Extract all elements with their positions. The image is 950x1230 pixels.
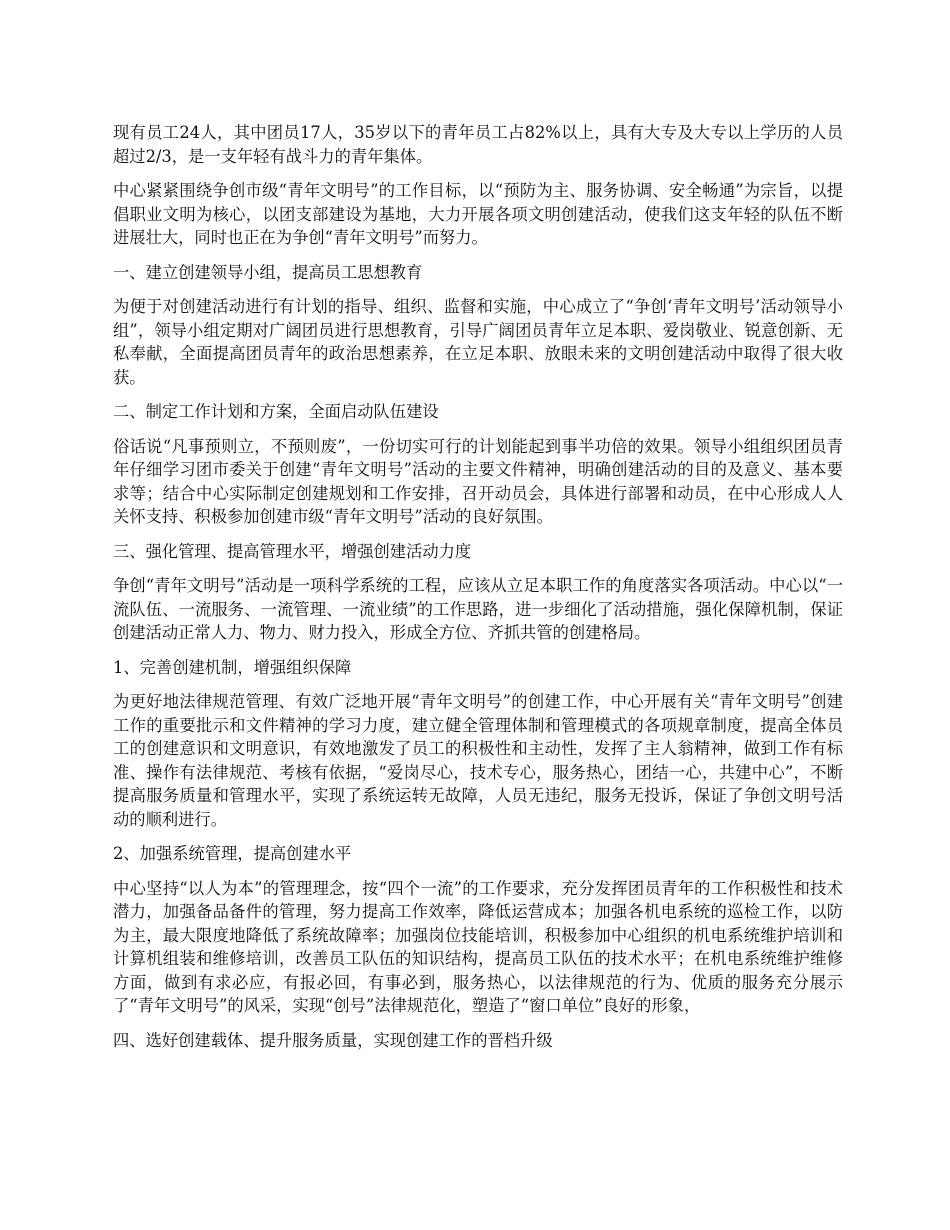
section-heading-4: 四、选好创建载体、提升服务质量，实现创建工作的晋档升级	[113, 1030, 553, 1050]
paragraph-subsection-3-2: 中心坚持“以人为本”的管理理念，按“四个一流”的工作要求，充分发挥团员青年的工作积极性和技术潜力，加强备品备件的管理，努力提高工作效率，降低运营成本；加强各机电系统的巡检工作，以防为主，最大限度地降低了系统故障率；加强岗位技能培训，积极参加中心组织的机电系统维护培训和计算机组装和维修培训，改善员工队伍的知识结构，提高员工队伍的技术水平；在机电系统维护维修方面，做到有求必应，有报必回，有事必到，服务热心，以法律规范的行为、优质的服务充分展示了“青年文明号”的风采，实现“创号”法律规范化，塑造了“窗口单位”良好的形象，	[113, 878, 843, 1015]
paragraph-goal: 中心紧紧围绕争创市级“青年文明号”的工作目标，以“预防为主、服务协调、安全畅通”为宗旨，以提倡职业文明为核心，以团支部建设为基地，大力开展各项文明创建活动，使我们这支年轻的队伍不断进展壮大，同时也正在为争创“青年文明号”而努力。	[113, 181, 843, 247]
document-body	[113, 121, 843, 1063]
paragraph-section-2: 俗话说“凡事预则立，不预则废”，一份切实可行的计划能起到事半功倍的效果。领导小组组织团员青年仔细学习团市委关于创建“青年文明号”活动的主要文件精神，明确创建活动的目的及意义、基本要求等；结合中心实际制定创建规划和工作安排，召开动员会，具体进行部署和动员，在中心形成人人关怀支持、积极参加创建市级“青年文明号”活动的良好氛围。	[113, 436, 843, 526]
paragraph-section-3: 争创“青年文明号”活动是一项科学系统的工程，应该从立足本职工作的角度落实各项活动。中心以“一流队伍、一流服务、一流管理、一流业绩”的工作思路，进一步细化了活动措施，强化保障机制，保证创建活动正常人力、物力、财力投入，形成全方位、齐抓共管的创建格局。	[113, 576, 843, 642]
subsection-heading-3-1: 1、完善创建机制，增强组织保障	[113, 657, 352, 677]
paragraph-subsection-3-1: 为更好地法律规范管理、有效广泛地开展“青年文明号”的创建工作，中心开展有关“青年文明号”创建工作的重要批示和文件精神的学习力度，建立健全管理体制和管理模式的各项规章制度，提高全体员工的创建意识和文明意识，有效地激发了员工的积极性和主动性，发挥了主人翁精神，做到工作有标准、操作有法律规范、考核有依据，“爱岗尽心，技术专心，服务热心，团结一心，共建中心”，不断提高服务质量和管理水平，实现了系统运转无故障，人员无违纪，服务无投诉，保证了争创文明号活动的顺利进行。	[113, 692, 843, 829]
section-heading-1: 一、建立创建领导小组，提高员工思想教育	[113, 262, 423, 282]
subsection-heading-3-2: 2、加强系统管理，提高创建水平	[113, 844, 352, 863]
section-heading-2: 二、制定工作计划和方案，全面启动队伍建设	[113, 402, 439, 421]
paragraph-section-1: 为便于对创建活动进行有计划的指导、组织、监督和实施，中心成立了“争创‘青年文明号’活动领导小组”，领导小组定期对广阔团员进行思想教育，引导广阔团员青年立足本职、爱岗敬业、锐意创新、无私奉献，全面提高团员青年的政治思想素养，在立足本职、放眼未来的文明创建活动中取得了很大收获。	[113, 297, 843, 387]
paragraph-intro: 现有员工24人，其中团员17人，35岁以下的青年员工占82%以上，具有大专及大专以上学历的人员超过2/3，是一支年轻有战斗力的青年集体。	[113, 123, 843, 166]
section-heading-3: 三、强化管理、提高管理水平，增强创建活动力度	[113, 541, 472, 561]
